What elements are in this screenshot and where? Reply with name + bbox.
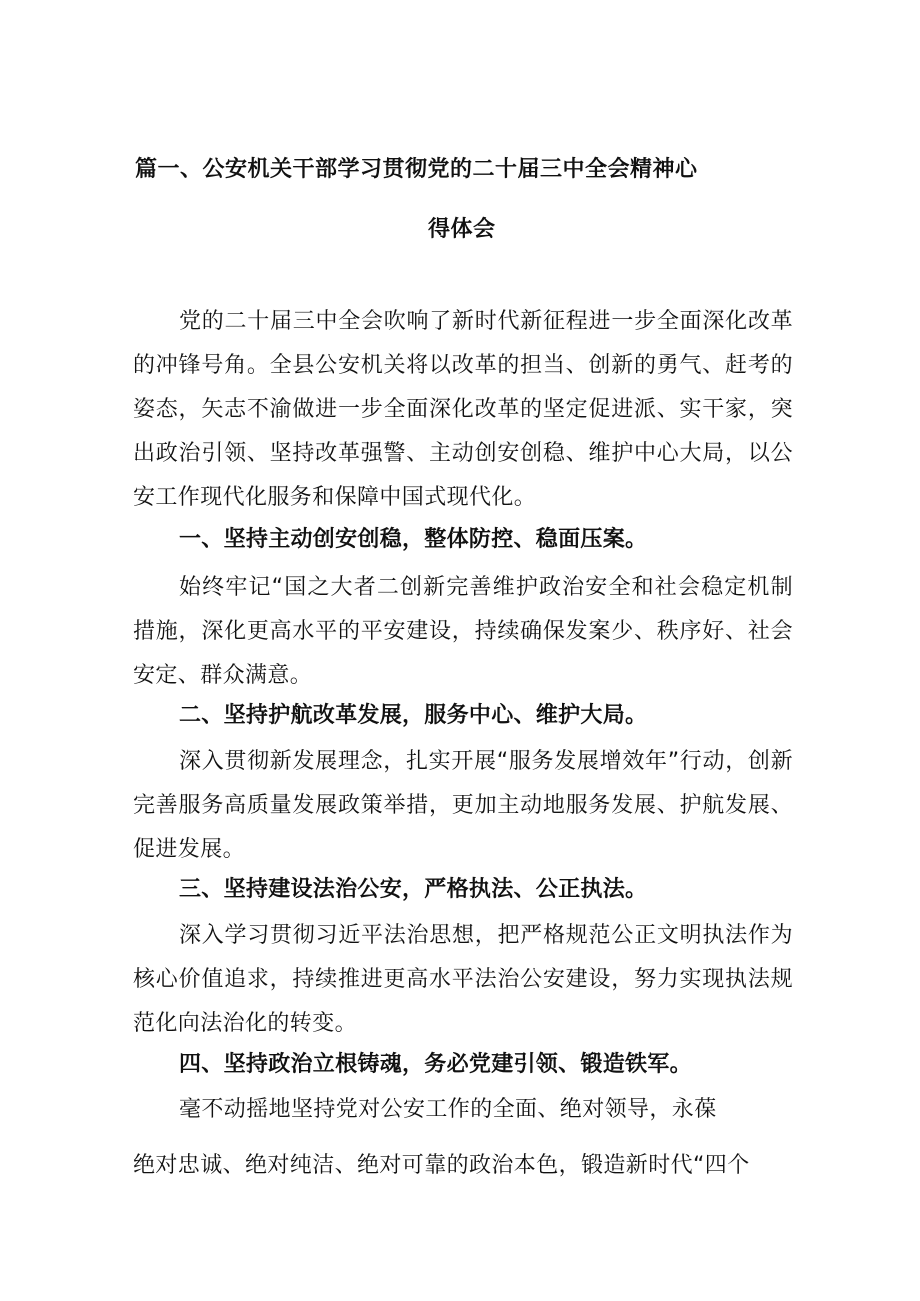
section-heading-3: 三、坚持建设法治公安，严格执法、公正执法。 bbox=[179, 877, 648, 902]
section-body-2: 深入贯彻新发展理念，扎实开展“服务发展增效年”行动，创新完善服务高质量发展政策举措，更加主动地服务发展、护航发展、促进发展。 bbox=[133, 749, 793, 862]
section-body-4-line-1: 毫不动摇地坚持党对公安工作的全面、绝对领导，永葆 bbox=[179, 1097, 717, 1122]
section-heading-2: 二、坚持护航改革发展，服务中心、维护大局。 bbox=[179, 703, 648, 728]
section-body-4-line-2: 绝对忠诚、绝对纯洁、绝对可靠的政治本色，锻造新时代“四个 bbox=[133, 1153, 750, 1178]
intro-paragraph: 党的二十届三中全会吹响了新时代新征程进一步全面深化改革的冲锋号角。全县公安机关将以改革的担当、创新的勇气、赶考的姿态，矢志不渝做进一步全面深化改革的坚定促进派、实干家，突出政治引领、坚持改革强警、主动创安创稳、维护中心大局，以公安工作现代化服务和保障中国式现代化。 bbox=[133, 309, 793, 510]
document-title-line-1: 篇一、公安机关干部学习贯彻党的二十届三中全会精神心 bbox=[135, 157, 698, 182]
section-heading-4: 四、坚持政治立根铸魂，务必党建引领、锻造铁军。 bbox=[179, 1052, 692, 1077]
section-heading-1: 一、坚持主动创安创稳，整体防控、稳面压案。 bbox=[179, 527, 648, 552]
document-title-line-2: 得体会 bbox=[428, 217, 496, 242]
section-body-1: 始终牢记“国之大者二创新完善维护政治安全和社会稳定机制措施，深化更高水平的平安建设，持续确保发案少、秩序好、社会安定、群众满意。 bbox=[133, 575, 793, 688]
section-body-3: 深入学习贯彻习近平法治思想，把严格规范公正文明执法作为核心价值追求，持续推进更高水平法治公安建设，努力实现执法规范化向法治化的转变。 bbox=[133, 923, 793, 1036]
